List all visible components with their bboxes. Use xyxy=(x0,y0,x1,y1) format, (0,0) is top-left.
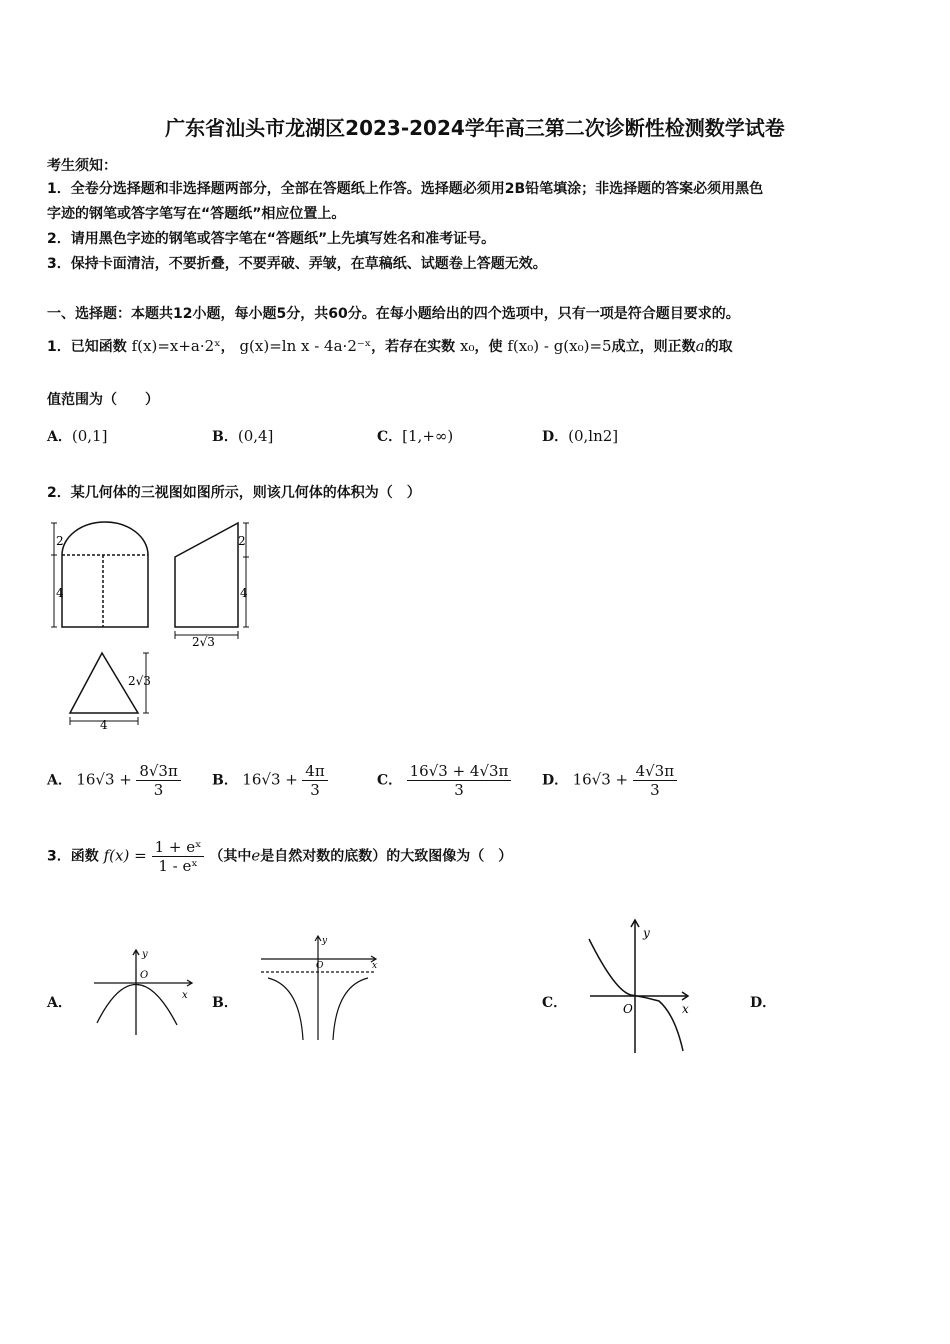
question-1 xyxy=(47,336,733,356)
notice-line-2: 2．请用黑色字迹的钢笔或答字笔在“答题纸”上先填写姓名和准考证号。 xyxy=(47,231,496,247)
q3-graph-c xyxy=(585,915,700,1055)
front-label-4: 4 xyxy=(56,586,64,600)
q2-option-d[interactable]: D． 16√3 + $\frac{4√3\pi}{3}$ xyxy=(542,762,677,799)
q2-option-b-frac: $\frac{4\pi}{3}$ xyxy=(302,762,327,799)
q3-graph-a xyxy=(92,945,197,1040)
q1-a: a xyxy=(695,337,705,355)
svg-text:O: O xyxy=(316,961,324,971)
notice-line-1a: 1．全卷分选择题和非选择题两部分，全部在答题纸上作答。选择题必须用2B铅笔填涂；非选择题的答案必须用黑色 xyxy=(47,181,764,197)
q1-sep: ， xyxy=(220,339,235,355)
q2-option-d-frac: $\frac{4√3\pi}{3}$ xyxy=(633,762,678,799)
svg-text:y: y xyxy=(142,949,148,960)
q3-graph-b xyxy=(258,932,383,1044)
svg-text:x: x xyxy=(372,961,378,971)
q1-f-formula: f(x)=x+a·2ˣ xyxy=(131,337,221,355)
q1-text-6: 值范围为（ ） xyxy=(47,392,159,408)
q2-option-c-frac: $\frac{16√3 + 4√3\pi}{3}$ xyxy=(407,762,512,799)
top-label-2root3: 2√3 xyxy=(128,674,151,688)
q1-x0: x₀ xyxy=(460,337,475,355)
q1-g-formula: g(x)=ln x - 4a·2⁻ˣ xyxy=(239,337,372,355)
side-label-2root3: 2√3 xyxy=(192,635,215,649)
side-label-2: 2 xyxy=(238,534,246,548)
q3-fx: f(x) = xyxy=(103,846,147,865)
svg-text:y: y xyxy=(322,936,328,946)
q1-option-a[interactable]: A．(0,1] xyxy=(47,427,108,445)
page-title: 广东省汕头市龙湖区2023-2024学年高三第二次诊断性检测数学试卷 xyxy=(165,116,785,140)
q1-text-5: 的取 xyxy=(704,339,733,355)
q2-option-a[interactable]: A． 16√3 + $\frac{8√3\pi}{3}$ xyxy=(47,762,181,799)
svg-text:O: O xyxy=(623,1002,633,1016)
q1-text-4: 成立，则正数 xyxy=(611,339,696,355)
q1-option-c-value: [1,+∞) xyxy=(402,427,454,445)
q1-option-d[interactable]: D．(0,ln2] xyxy=(542,427,619,445)
q2-option-b-lead: 16√3 + xyxy=(242,770,298,789)
top-label-4: 4 xyxy=(100,718,108,730)
q1-option-b-value: (0,4] xyxy=(237,427,274,445)
q1-text-3: ，使 xyxy=(474,339,503,355)
q3-option-a[interactable]: A． xyxy=(47,995,72,1011)
q1-option-a-value: (0,1] xyxy=(71,427,108,445)
q2-option-d-lead: 16√3 + xyxy=(572,770,629,789)
q3-e: e xyxy=(251,846,261,865)
question-3 xyxy=(47,838,512,875)
notice-line-3: 3．保持卡面清洁，不要折叠，不要弄破、弄皱，在草稿纸、试题卷上答题无效。 xyxy=(47,256,547,272)
q2-option-a-lead: 16√3 + xyxy=(76,770,132,789)
q3-fraction: $\frac{\text{1 + eˣ}}{\text{1 - eˣ}}$ xyxy=(152,838,205,875)
front-view xyxy=(51,522,148,627)
notice-line-1b: 字迹的钢笔或答字笔写在“答题纸”相应位置上。 xyxy=(47,206,346,222)
svg-text:x: x xyxy=(682,1002,689,1016)
q1-text-2: ，若存在实数 xyxy=(371,339,456,355)
three-view-figure xyxy=(50,515,265,730)
question-2: 2．某几何体的三视图如图所示，则该几何体的体积为（ ） xyxy=(47,485,421,501)
side-label-4: 4 xyxy=(240,586,248,600)
q2-option-b[interactable]: B． 16√3 + $\frac{4\pi}{3}$ xyxy=(212,762,328,799)
q3-mid-2: 是自然对数的底数）的大致图像为（ ） xyxy=(260,848,513,865)
svg-text:O: O xyxy=(140,970,149,981)
svg-text:x: x xyxy=(182,990,188,1001)
q2-option-c[interactable]: C． $\frac{16√3 + 4√3\pi}{3}$ xyxy=(377,762,511,799)
svg-text:y: y xyxy=(643,926,650,940)
q3-option-d[interactable]: D． xyxy=(750,995,777,1011)
q1-option-b[interactable]: B．(0,4] xyxy=(212,427,274,445)
notice-heading: 考生须知： xyxy=(47,158,117,174)
q1-option-d-value: (0,ln2] xyxy=(568,427,619,445)
front-label-2: 2 xyxy=(56,534,64,548)
q3-option-c[interactable]: C． xyxy=(542,995,568,1011)
q1-condition: f(x₀) - g(x₀)=5 xyxy=(507,337,612,355)
q1-prefix: 1．已知函数 xyxy=(47,339,127,355)
section-heading: 一、选择题：本题共12小题，每小题5分，共60分。在每小题给出的四个选项中，只有一项是符合题目要求的。 xyxy=(47,306,740,322)
q1-option-c[interactable]: C．[1,+∞) xyxy=(377,427,454,445)
top-view xyxy=(70,653,149,725)
q3-option-b[interactable]: B． xyxy=(212,995,238,1011)
q3-prefix: 3．函数 xyxy=(47,848,99,865)
q2-option-a-frac: $\frac{8√3\pi}{3}$ xyxy=(136,762,181,799)
q3-mid-1: （其中 xyxy=(209,848,252,865)
